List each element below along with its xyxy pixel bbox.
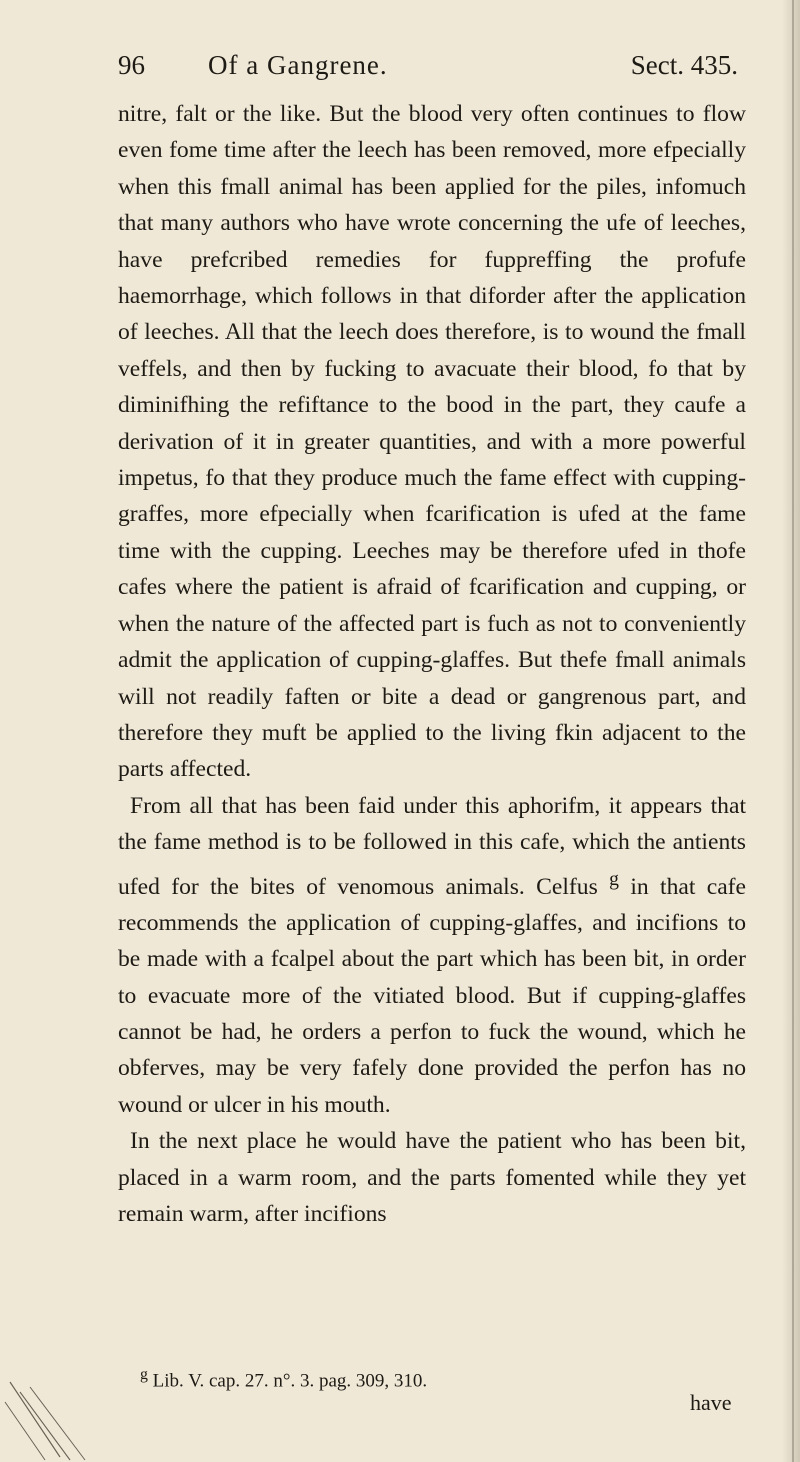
page-edge-line — [792, 0, 794, 1462]
corner-scratch-marks — [0, 1372, 110, 1462]
paragraph-2 — [118, 788, 746, 1124]
footnote-text: Lib. V. cap. 27. n°. 3. pag. 309, 310. — [152, 1370, 428, 1392]
paragraph-2-rest: in that cafe recommends the application of cupping-glaffes, and incifions to be made with a fcalpel about the part which has been bit, in order to evacuate more of the vitiated blood. But if cupping-glaffes cannot be had, he orders a perfon to fuck the wound, which he obferves, may be very fafely done provided the perfon has no wound or ulcer in his mouth. — [118, 873, 747, 1118]
footnote-marker: g — [609, 867, 619, 890]
body-text — [118, 96, 746, 1232]
running-title: Of a Gangrene. — [208, 50, 388, 80]
paragraph-3: In the next place he would have the patient who has been bit, placed in a warm room, and the parts fomented while they yet remain warm, after incifions — [118, 1128, 746, 1228]
page-edge-shadow — [782, 0, 800, 1462]
page-number: 96 — [118, 50, 145, 80]
footnote-marker-bottom: g — [140, 1366, 148, 1383]
running-header — [118, 50, 738, 90]
footnote — [140, 1362, 740, 1394]
paragraph-2-start: From all that has been faid under this aphorifm, it appears that the fame method is to be followed in this cafe, which the antients ufed for the bites of venomous animals. Celfus — [118, 792, 746, 900]
catchword: have — [690, 1390, 732, 1415]
paragraph-1: nitre, falt or the like. But the blood very often continues to flow even fome time after the leech has been removed, more efpecially when this fmall animal has been applied for the piles, infomuch that many authors who have wrote concerning the ufe of leeches, have prefcribed remedies for fuppreffing the profufe haemorrhage, which follows in that diforder after the application of leeches. All that the leech does therefore, is to wound the fmall veffels, and then by fucking to avacuate their blood, fo that by diminifhing the refiftance to the bood in the part, they caufe a derivation of it in greater quantities, and with a more powerful impetus, fo that they produce much the fame effect with cupping-graffes, more efpecially when fcarification is ufed at the fame time with the cupping. Leeches may be therefore ufed in thofe cafes where the patient is afraid of fcarification and cupping, or when the nature of the affected part is fuch as not to conveniently admit the application of cupping-glaffes. But thefe fmall animals will not readily faften or bite a dead or gangrenous part, and therefore they muft be applied to the living fkin adjacent to the parts affected. — [118, 101, 746, 783]
section-reference: Sect. 435. — [630, 50, 738, 80]
